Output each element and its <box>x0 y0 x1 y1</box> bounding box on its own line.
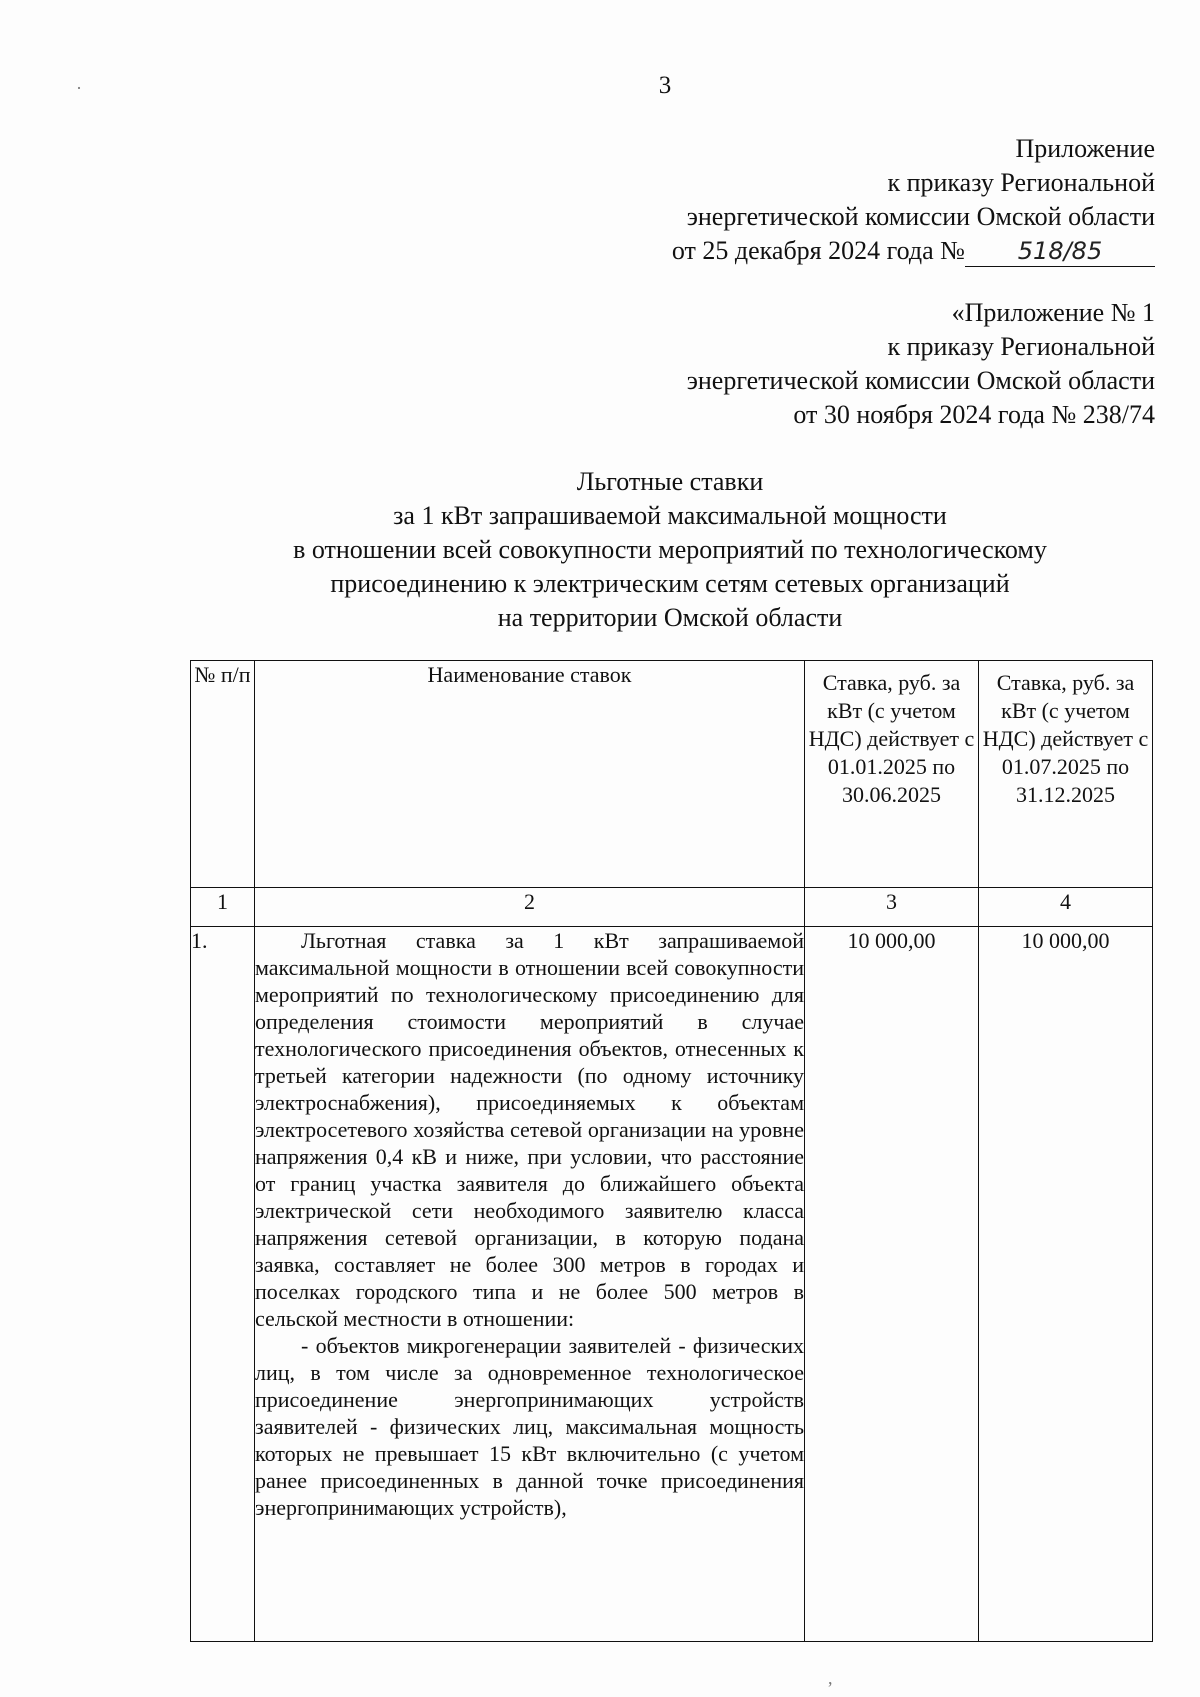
column-number: 3 <box>805 888 979 927</box>
rate-value-second-half: 10 000,00 <box>979 927 1153 1642</box>
page-number: 3 <box>658 72 672 99</box>
column-number: 1 <box>191 888 255 927</box>
appendix-block <box>672 132 1155 268</box>
column-number-row <box>191 888 1153 927</box>
scan-speck: , <box>828 1668 833 1688</box>
scan-speck: · <box>76 78 82 98</box>
header-rate-first-half: Ставка, руб. за кВт (с учетом НДС) действует с 01.01.2025 по 30.06.2025 <box>805 661 979 888</box>
order-number-handwritten: 518/85 <box>965 236 1155 267</box>
row-number: 1. <box>191 927 255 1642</box>
table-row <box>191 927 1153 1642</box>
quoted-appendix-block <box>687 296 1155 432</box>
header-num: № п/п <box>191 661 255 888</box>
quoted-appendix-line: «Приложение № 1 <box>951 298 1155 327</box>
appendix-date: от 25 декабря 2024 года № <box>671 236 965 265</box>
title-line: на территории Омской области <box>497 603 843 632</box>
rate-value-first-half: 10 000,00 <box>805 927 979 1642</box>
document-title <box>200 465 1140 635</box>
quoted-appendix-line: от 30 ноября 2024 года № 238/74 <box>793 400 1155 429</box>
header-rate-second-half: Ставка, руб. за кВт (с учетом НДС) действует с 01.07.2025 по 31.12.2025 <box>979 661 1153 888</box>
title-line: Льготные ставки <box>576 467 764 496</box>
title-line: в отношении всей совокупности мероприятий по технологическому <box>293 535 1047 564</box>
column-number: 2 <box>255 888 805 927</box>
appendix-line: энергетической комиссии Омской области <box>686 202 1155 231</box>
rate-description-paragraph: - объектов микрогенерации заявителей - физических лиц, в том числе за одновременное технологическое присоединение энергопринимающих устройств заявителей - физических лиц, максимальная мощность которых не превышает 15 кВт включительно (с учетом ранее присоединенных в данной точке присоединения энергопринимающих устройств), <box>255 1333 804 1520</box>
title-line: за 1 кВт запрашиваемой максимальной мощности <box>393 501 947 530</box>
rates-table <box>190 660 1153 1642</box>
table-header-row <box>191 661 1153 888</box>
column-number: 4 <box>979 888 1153 927</box>
appendix-line: Приложение <box>1015 134 1155 163</box>
quoted-appendix-line: к приказу Региональной <box>887 332 1155 361</box>
title-line: присоединению к электрическим сетям сетевых организаций <box>330 569 1010 598</box>
appendix-line: к приказу Региональной <box>887 168 1155 197</box>
quoted-appendix-line: энергетической комиссии Омской области <box>686 366 1155 395</box>
appendix-date-line <box>672 234 1155 268</box>
rate-description-paragraph: Льготная ставка за 1 кВт запрашиваемой максимальной мощности в отношении всей совокупности мероприятий по технологическому присоединению для определения стоимости мероприятий в случае технологического присоединения объектов, отнесенных к третьей категории надежности (по одному источнику электроснабжения), присоединяемых к объектам электросетевого хозяйства сетевой организации на уровне напряжения 0,4 кВ и ниже, при условии, что расстояние от границ участка заявителя до ближайшего объекта электрической сети необходимого заявителю класса напряжения сетевой организации, в которую подана заявка, составляет не более 300 метров в городах и поселках городского типа и не более 500 метров в сельской местности в отношении: <box>255 928 804 1331</box>
rate-description <box>255 927 805 1642</box>
header-name: Наименование ставок <box>255 661 805 888</box>
